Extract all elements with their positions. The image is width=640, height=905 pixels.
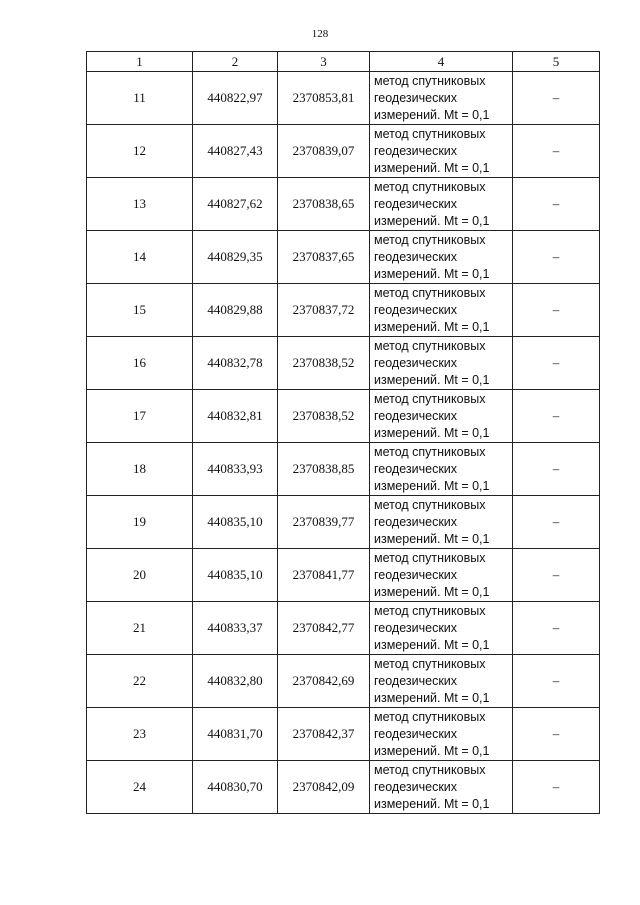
y-coordinate-cell: 2370837,72 bbox=[278, 284, 370, 337]
description-cell: – bbox=[513, 761, 600, 814]
point-number-cell: 15 bbox=[87, 284, 193, 337]
method-cell: метод спутниковых геодезических измерений. Mt = 0,1 bbox=[370, 178, 513, 231]
method-cell: метод спутниковых геодезических измерений. Mt = 0,1 bbox=[370, 655, 513, 708]
point-number-cell: 16 bbox=[87, 337, 193, 390]
y-coordinate-cell: 2370838,52 bbox=[278, 337, 370, 390]
description-cell: – bbox=[513, 125, 600, 178]
table-row bbox=[87, 549, 600, 602]
description-cell: – bbox=[513, 549, 600, 602]
method-cell: метод спутниковых геодезических измерений. Mt = 0,1 bbox=[370, 390, 513, 443]
description-cell: – bbox=[513, 178, 600, 231]
y-coordinate-cell: 2370838,65 bbox=[278, 178, 370, 231]
column-header-2: 2 bbox=[193, 52, 278, 72]
description-cell: – bbox=[513, 390, 600, 443]
table-row bbox=[87, 496, 600, 549]
x-coordinate-cell: 440822,97 bbox=[193, 72, 278, 125]
table-row bbox=[87, 443, 600, 496]
column-header-3: 3 bbox=[278, 52, 370, 72]
description-cell: – bbox=[513, 231, 600, 284]
description-cell: – bbox=[513, 337, 600, 390]
x-coordinate-cell: 440832,78 bbox=[193, 337, 278, 390]
x-coordinate-cell: 440830,70 bbox=[193, 761, 278, 814]
point-number-cell: 22 bbox=[87, 655, 193, 708]
y-coordinate-cell: 2370838,52 bbox=[278, 390, 370, 443]
table-row bbox=[87, 602, 600, 655]
y-coordinate-cell: 2370838,85 bbox=[278, 443, 370, 496]
header-row bbox=[87, 52, 600, 72]
y-coordinate-cell: 2370842,69 bbox=[278, 655, 370, 708]
x-coordinate-cell: 440829,35 bbox=[193, 231, 278, 284]
x-coordinate-cell: 440827,62 bbox=[193, 178, 278, 231]
y-coordinate-cell: 2370842,77 bbox=[278, 602, 370, 655]
table-row bbox=[87, 284, 600, 337]
point-number-cell: 24 bbox=[87, 761, 193, 814]
table-row bbox=[87, 390, 600, 443]
point-number-cell: 18 bbox=[87, 443, 193, 496]
column-header-5: 5 bbox=[513, 52, 600, 72]
description-cell: – bbox=[513, 708, 600, 761]
description-cell: – bbox=[513, 496, 600, 549]
table-row bbox=[87, 708, 600, 761]
y-coordinate-cell: 2370841,77 bbox=[278, 549, 370, 602]
x-coordinate-cell: 440829,88 bbox=[193, 284, 278, 337]
table-row bbox=[87, 125, 600, 178]
y-coordinate-cell: 2370842,37 bbox=[278, 708, 370, 761]
table-row bbox=[87, 337, 600, 390]
method-cell: метод спутниковых геодезических измерений. Mt = 0,1 bbox=[370, 72, 513, 125]
point-number-cell: 13 bbox=[87, 178, 193, 231]
method-cell: метод спутниковых геодезических измерений. Mt = 0,1 bbox=[370, 443, 513, 496]
point-number-cell: 14 bbox=[87, 231, 193, 284]
point-number-cell: 12 bbox=[87, 125, 193, 178]
method-cell: метод спутниковых геодезических измерений. Mt = 0,1 bbox=[370, 761, 513, 814]
y-coordinate-cell: 2370839,07 bbox=[278, 125, 370, 178]
coordinates-table bbox=[86, 51, 600, 814]
column-header-1: 1 bbox=[87, 52, 193, 72]
point-number-cell: 20 bbox=[87, 549, 193, 602]
point-number-cell: 23 bbox=[87, 708, 193, 761]
page-number: 128 bbox=[311, 28, 329, 40]
description-cell: – bbox=[513, 72, 600, 125]
x-coordinate-cell: 440833,37 bbox=[193, 602, 278, 655]
method-cell: метод спутниковых геодезических измерений. Mt = 0,1 bbox=[370, 549, 513, 602]
x-coordinate-cell: 440835,10 bbox=[193, 496, 278, 549]
method-cell: метод спутниковых геодезических измерений. Mt = 0,1 bbox=[370, 496, 513, 549]
x-coordinate-cell: 440835,10 bbox=[193, 549, 278, 602]
point-number-cell: 17 bbox=[87, 390, 193, 443]
point-number-cell: 11 bbox=[87, 72, 193, 125]
table-body bbox=[87, 72, 600, 814]
method-cell: метод спутниковых геодезических измерений. Mt = 0,1 bbox=[370, 231, 513, 284]
y-coordinate-cell: 2370842,09 bbox=[278, 761, 370, 814]
table-row bbox=[87, 655, 600, 708]
description-cell: – bbox=[513, 655, 600, 708]
method-cell: метод спутниковых геодезических измерений. Mt = 0,1 bbox=[370, 125, 513, 178]
x-coordinate-cell: 440832,80 bbox=[193, 655, 278, 708]
table-row bbox=[87, 72, 600, 125]
y-coordinate-cell: 2370837,65 bbox=[278, 231, 370, 284]
method-cell: метод спутниковых геодезических измерений. Mt = 0,1 bbox=[370, 337, 513, 390]
y-coordinate-cell: 2370839,77 bbox=[278, 496, 370, 549]
table-row bbox=[87, 231, 600, 284]
description-cell: – bbox=[513, 443, 600, 496]
table-row bbox=[87, 761, 600, 814]
x-coordinate-cell: 440831,70 bbox=[193, 708, 278, 761]
point-number-cell: 21 bbox=[87, 602, 193, 655]
column-header-4: 4 bbox=[370, 52, 513, 72]
x-coordinate-cell: 440833,93 bbox=[193, 443, 278, 496]
description-cell: – bbox=[513, 284, 600, 337]
method-cell: метод спутниковых геодезических измерений. Mt = 0,1 bbox=[370, 602, 513, 655]
method-cell: метод спутниковых геодезических измерений. Mt = 0,1 bbox=[370, 708, 513, 761]
x-coordinate-cell: 440827,43 bbox=[193, 125, 278, 178]
method-cell: метод спутниковых геодезических измерений. Mt = 0,1 bbox=[370, 284, 513, 337]
point-number-cell: 19 bbox=[87, 496, 193, 549]
description-cell: – bbox=[513, 602, 600, 655]
x-coordinate-cell: 440832,81 bbox=[193, 390, 278, 443]
y-coordinate-cell: 2370853,81 bbox=[278, 72, 370, 125]
table-row bbox=[87, 178, 600, 231]
